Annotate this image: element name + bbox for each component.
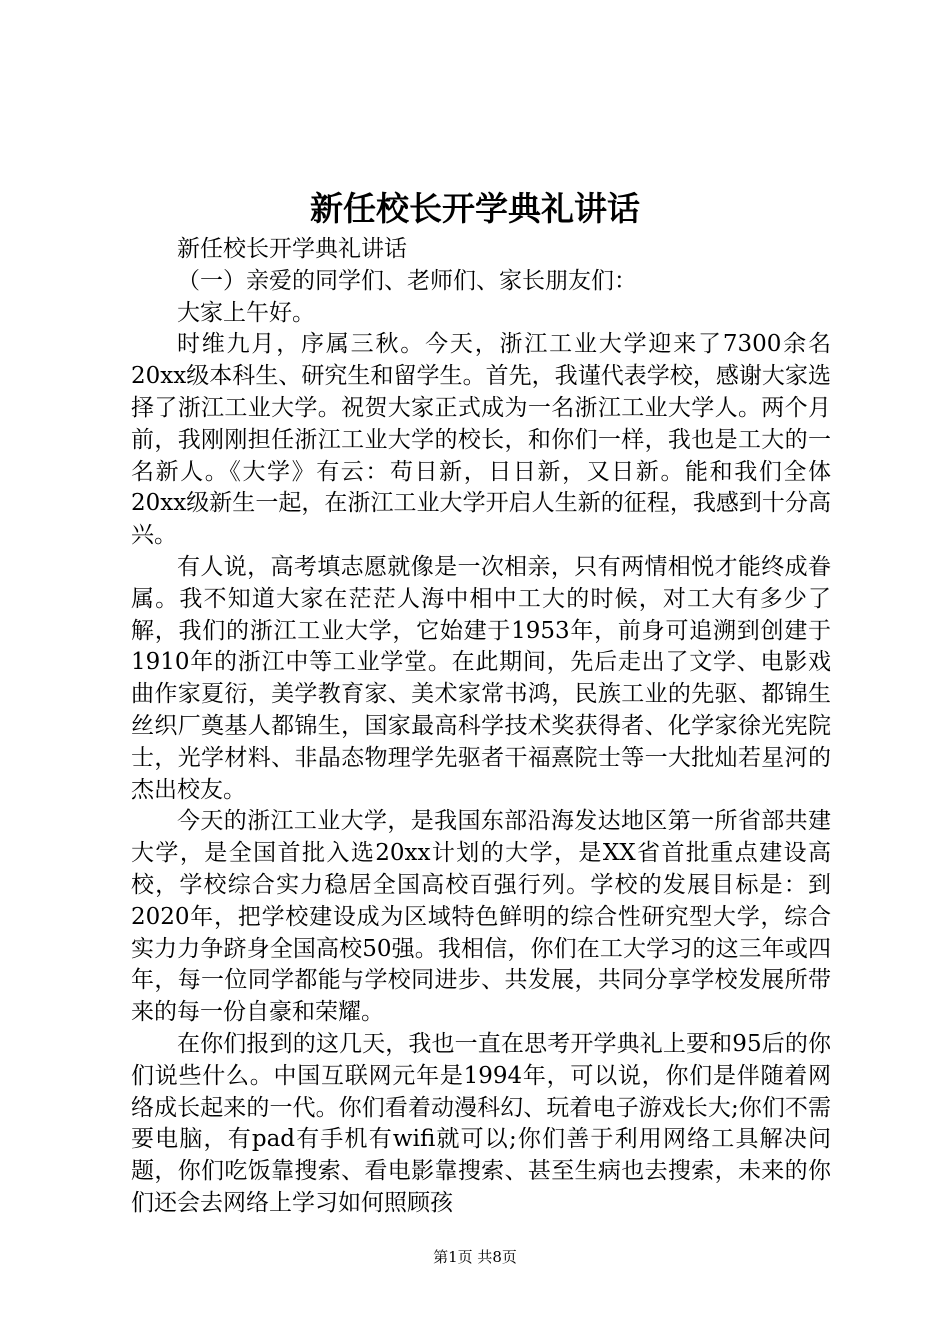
document-body — [131, 234, 831, 1220]
paragraph: 今天的浙江工业大学，是我国东部沿海发达地区第一所省部共建大学，是全国首批入选20xx计划的大学，是XX省首批重点建设高校，学校综合实力稳居全国高校百强行列。学校的发展目标是：到2020年，把学校建设成为区域特色鲜明的综合性研究型大学，综合实力力争跻身全国高校50强。我相信，你们在工大学习的这三年或四年，每一位同学都能与学校同进步、共发展，共同分享学校发展所带来的每一份自豪和荣耀。 — [131, 808, 831, 1026]
paragraph: 有人说，高考填志愿就像是一次相亲，只有两情相悦才能终成眷属。我不知道大家在茫茫人海中相中工大的时候，对工大有多少了解，我们的浙江工业大学，它始建于1953年，前身可追溯到创建于1910年的浙江中等工业学堂。在此期间，先后走出了文学、电影戏曲作家夏衍，美学教育家、美术家常书鸿，民族工业的先驱、都锦生丝织厂奠基人都锦生，国家最高科学技术奖获得者、化学家徐光宪院士，光学材料、非晶态物理学先驱者干福熹院士等一大批灿若星河的杰出校友。 — [131, 553, 831, 803]
page-number-footer: 第1页 共8页 — [433, 1248, 517, 1266]
paragraph: 时维九月，序属三秋。今天，浙江工业大学迎来了7300余名20xx级本科生、研究生和留学生。首先，我谨代表学校，感谢大家选择了浙江工业大学。祝贺大家正式成为一名浙江工业大学人。两个月前，我刚刚担任浙江工业大学的校长，和你们一样，我也是工大的一名新人。《大学》有云：苟日新，日日新，又日新。能和我们全体20xx级新生一起，在浙江工业大学开启人生新的征程，我感到十分高兴。 — [131, 331, 831, 549]
paragraph: 新任校长开学典礼讲话 — [177, 236, 407, 262]
paragraph: 在你们报到的这几天，我也一直在思考开学典礼上要和95后的你们说些什么。中国互联网元年是1994年，可以说，你们是伴随着网络成长起来的一代。你们看着动漫科幻、玩着电子游戏长大;你们不需要电脑，有pad有手机有wifi就可以;你们善于利用网络工具解决问题，你们吃饭靠搜索、看电影靠搜索、甚至生病也去搜索，未来的你们还会去网络上学习如何照顾孩 — [131, 1030, 831, 1216]
paragraph: （一）亲爱的同学们、老师们、家长朋友们： — [177, 267, 637, 294]
document-title: 新任校长开学典礼讲话 — [310, 189, 640, 228]
paragraph: 大家上午好。 — [177, 299, 315, 326]
